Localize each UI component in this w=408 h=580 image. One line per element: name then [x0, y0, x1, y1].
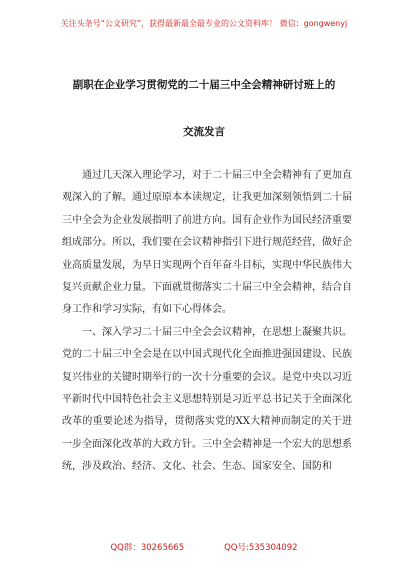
- document-body: [62, 165, 352, 479]
- body-paragraph-2: 一、深入学习二十届三中全会会议精神，在思想上凝聚共识。党的二十届三中全会是在以中国式现代化全面推进强国建设、民族复兴伟业的关键时期举行的一次十分重要的会议。是党中央以习近平新时代中国特色社会主义思想特别是习近平总书记关于全面深化改革的重要论述为指导，贯彻落实党的XX大精神而制定的关于进一步全面深化改革的大政方针。三中全会精神是一个宏大的思想系统，涉及政治、经济、文化、社会、生态、国家安全、国防和: [62, 326, 352, 473]
- body-paragraph-1: 通过几天深入理论学习，对于二十届三中全会精神有了更加直观深入的了解。通过原原本本读规定，让我更加深刻领悟到二十届三中全会为企业发展指明了前进方向。国有企业作为国民经济重要组成部分。所以，我们要在会议精神指引下进行规范经营，做好企业高质量发展，为早日实现两个百年奋斗目标，实现中华民族伟大复兴贡献企业力量。下面就贯彻落实二十届三中全会精神，结合自身工作和学习实际，有如下心得体会。: [62, 170, 352, 316]
- qq-number-text: QQ号:535304092: [224, 543, 298, 553]
- qq-group-text: QQ群：30265665: [110, 543, 185, 553]
- document-subtitle: 交流发言: [183, 126, 225, 138]
- promo-banner: 关注头条号“公文研究”，获得最新最全最专业的公文资料库！ 微信：gongwenyj: [60, 19, 348, 28]
- document-title: 副职在企业学习贯彻党的二十届三中全会精神研讨班上的: [72, 79, 336, 91]
- contact-footer: [0, 541, 408, 553]
